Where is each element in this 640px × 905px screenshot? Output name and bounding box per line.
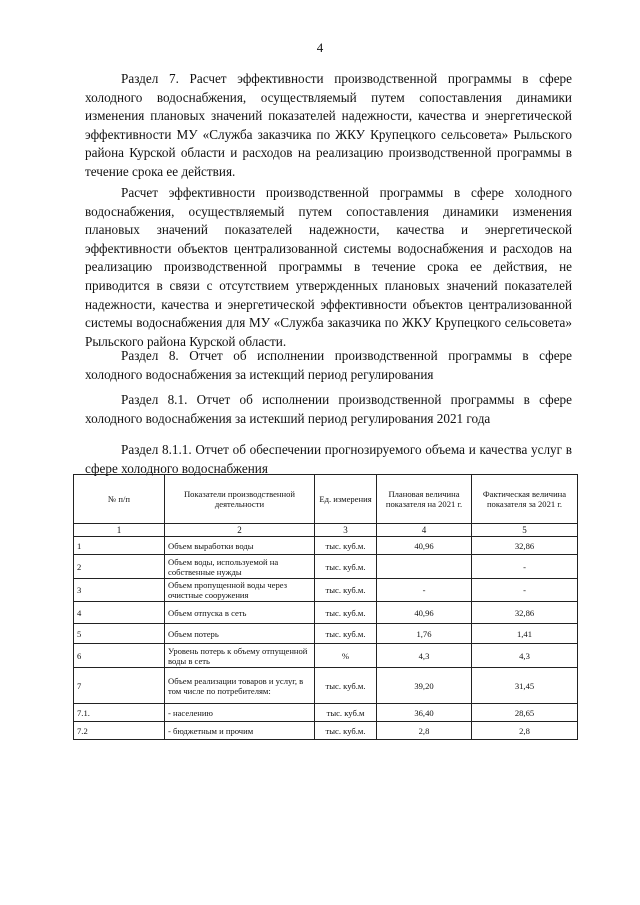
header-unit: Ед. измерения	[315, 475, 377, 524]
row-number: 2	[74, 555, 165, 579]
table-row	[74, 644, 578, 668]
table-row	[74, 537, 578, 555]
page-number: 4	[316, 40, 324, 55]
row-number: 7.2	[74, 722, 165, 740]
table-row	[74, 555, 578, 579]
row-fact: 31,45	[472, 668, 578, 704]
row-unit: тыс. куб.м.	[315, 602, 377, 624]
row-fact: 32,86	[472, 537, 578, 555]
row-number: 4	[74, 602, 165, 624]
table-row	[74, 602, 578, 624]
row-fact: 28,65	[472, 704, 578, 722]
row-indicator: Объем воды, используемой на собственные нужды	[165, 555, 315, 579]
row-unit: тыс. куб.м.	[315, 537, 377, 555]
header-plan: Плановая величина показателя на 2021 г.	[377, 475, 472, 524]
row-indicator: Объем выработки воды	[165, 537, 315, 555]
section-8-1-1-heading: Раздел 8.1.1. Отчет об обеспечении прогнозируемого объема и качества услуг в сфере холодного водоснабжения	[85, 442, 572, 476]
row-plan: -	[377, 579, 472, 602]
column-number: 1	[74, 524, 165, 537]
row-unit: тыс. куб.м.	[315, 722, 377, 740]
row-indicator: Объем пропущенной воды через очистные сооружения	[165, 579, 315, 602]
row-unit: тыс. куб.м.	[315, 555, 377, 579]
row-plan: 4,3	[377, 644, 472, 668]
row-plan: 39,20	[377, 668, 472, 704]
row-fact: 4,3	[472, 644, 578, 668]
row-indicator: Объем отпуска в сеть	[165, 602, 315, 624]
indicators-table	[73, 474, 578, 740]
column-numbers-row	[74, 524, 578, 537]
row-indicator: - бюджетным и прочим	[165, 722, 315, 740]
section-7-paragraph: Раздел 7. Расчет эффективности производственной программы в сфере холодного водоснабжения, осуществляемый путем сопоставления динамики изменения плановых значений показателей надежности, качества и энергетической эффективности МУ «Служба заказчика по ЖКУ Крупецкого сельсовета» Рыльского района Курской области и расходов на реализацию производственной программы в течение срока ее действия.	[85, 71, 572, 179]
calculation-paragraph: Расчет эффективности производственной программы в сфере холодного водоснабжения, осуществляемый путем сопоставления динамики изменения плановых значений показателей надежности, качества и энергетической эффективности объектов централизованной системы водоснабжения и расходов на реализацию производственной программы в течение срока ее действия, не приводится в связи с отсутствием утвержденных плановых значений показателей надежности, качества и энергетической эффективности объектов централизованной системы водоснабжения для МУ «Служба заказчика по ЖКУ Крупецкого сельсовета» Рыльского района Курской области.	[85, 185, 572, 349]
header-fact: Фактическая величина показателя за 2021 г.	[472, 475, 578, 524]
column-number: 4	[377, 524, 472, 537]
row-unit: %	[315, 644, 377, 668]
row-indicator: Объем потерь	[165, 624, 315, 644]
row-plan: 40,96	[377, 602, 472, 624]
row-plan	[377, 555, 472, 579]
table-row	[74, 579, 578, 602]
row-number: 7.1.	[74, 704, 165, 722]
row-fact: -	[472, 579, 578, 602]
row-indicator: Уровень потерь к объему отпущенной воды в сеть	[165, 644, 315, 668]
column-number: 5	[472, 524, 578, 537]
row-fact: -	[472, 555, 578, 579]
row-unit: тыс. куб.м.	[315, 668, 377, 704]
table-row	[74, 704, 578, 722]
row-unit: тыс. куб.м.	[315, 624, 377, 644]
table-row	[74, 722, 578, 740]
row-plan: 36,40	[377, 704, 472, 722]
table-header-row	[74, 475, 578, 524]
column-number: 2	[165, 524, 315, 537]
row-plan: 40,96	[377, 537, 472, 555]
row-indicator: Объем реализации товаров и услуг, в том числе по потребителям:	[165, 668, 315, 704]
section-8-heading: Раздел 8. Отчет об исполнении производственной программы в сфере холодного водоснабжения за истекщий период регулирования	[85, 348, 572, 382]
row-fact: 1,41	[472, 624, 578, 644]
row-plan: 2,8	[377, 722, 472, 740]
row-indicator: - населению	[165, 704, 315, 722]
row-number: 6	[74, 644, 165, 668]
row-number: 3	[74, 579, 165, 602]
row-unit: тыс. куб.м.	[315, 579, 377, 602]
header-indicator: Показатели производственной деятельности	[165, 475, 315, 524]
row-fact: 32,86	[472, 602, 578, 624]
column-number: 3	[315, 524, 377, 537]
table-row	[74, 668, 578, 704]
row-plan: 1,76	[377, 624, 472, 644]
row-number: 5	[74, 624, 165, 644]
row-fact: 2,8	[472, 722, 578, 740]
section-8-1-heading: Раздел 8.1. Отчет об исполнении производственной программы в сфере холодного водоснабжения за истекший период регулирования 2021 года	[85, 392, 572, 426]
table-row	[74, 624, 578, 644]
row-number: 7	[74, 668, 165, 704]
row-number: 1	[74, 537, 165, 555]
row-unit: тыс. куб.м	[315, 704, 377, 722]
header-number: № п/п	[74, 475, 165, 524]
